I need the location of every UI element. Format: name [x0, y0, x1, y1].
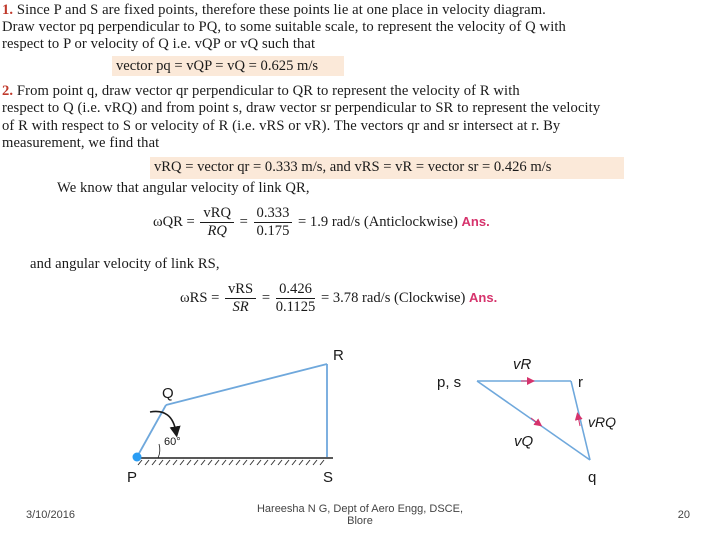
eq4-den1: SR [232, 299, 249, 315]
label-vRQ: vRQ [588, 414, 616, 430]
label-Q: Q [162, 385, 174, 402]
label-r: r [578, 374, 583, 391]
step-number-1: 1. [2, 2, 14, 18]
paragraph-3: We know that angular velocity of link QR, [57, 180, 310, 196]
eq4-ans: Ans. [469, 289, 498, 305]
eq4-num1: vRS [225, 281, 256, 299]
ground-hatching [138, 460, 324, 465]
label-vQ: vQ [514, 433, 534, 450]
link-QR [166, 364, 327, 405]
four-bar-mechanism [127, 347, 344, 486]
eq3-den1: RQ [207, 223, 227, 239]
paragraph-1-line-2: Draw vector pq perpendicular to PQ, to some suitable scale, to represent the velocity of Q with [2, 19, 566, 35]
label-R: R [333, 347, 344, 364]
step-number-2: 2. [2, 83, 14, 99]
eq3-lhs: ωQR = [153, 213, 195, 230]
eq3-result: = 1.9 rad/s (Anticlockwise) [298, 213, 458, 230]
paragraph-2-line-4: measurement, we find that [2, 135, 160, 151]
rotation-arrow [150, 411, 176, 432]
eq4-lhs: ωRS = [180, 289, 220, 306]
footer-author-line-1: Hareesha N G, Dept of Aero Engg, DSCE, [256, 503, 464, 515]
footer-author [250, 503, 470, 527]
equation-1: vector pq = vQP = vQ = 0.625 m/s [116, 58, 319, 74]
equation-4: ωRS = $\frac{\text{vRS}}{SR}$ = $\frac{0.426}{0.1125}$ = 3.78 rad/s (Clockwise) Ans. [180, 281, 498, 315]
eq4-result: = 3.78 rad/s (Clockwise) [320, 289, 466, 306]
pivot-P [133, 453, 142, 462]
eq3-den2: 0.175 [256, 223, 290, 239]
label-P: P [127, 469, 138, 486]
label-S: S [323, 469, 334, 486]
eq4-num2: 0.426 [276, 281, 316, 299]
velocity-diagram [437, 356, 616, 486]
footer-author-line-2: Blore [347, 515, 373, 527]
label-vR: vR [513, 356, 532, 373]
eq3-num2: 0.333 [254, 205, 293, 223]
p1-line1-text: Since P and S are fixed points, therefore these points lie at one place in velocity diagram. [13, 2, 546, 18]
paragraph-2-line-3: of R with respect to S or velocity of R (i.e. vRS or vR). The vectors qr and sr intersect at r. By [2, 118, 561, 134]
equation-3: ωQR = $\frac{\text{vRQ}}{RQ}$ = $\frac{0.333}{0.175}$ = 1.9 rad/s (Anticlockwise) Ans. [153, 205, 490, 239]
eq3-ans: Ans. [461, 213, 490, 229]
label-ps: p, s [437, 374, 462, 391]
eq4-den2: 0.1125 [275, 299, 316, 315]
paragraph-4: and angular velocity of link RS, [30, 256, 220, 272]
footer-date: 3/10/2016 [26, 509, 75, 521]
label-angle: 60° [164, 436, 181, 448]
paragraph-1-line-3: respect to P or velocity of Q i.e. vQP or vQ such that [2, 36, 316, 52]
footer-page-number: 20 [677, 509, 690, 521]
label-q: q [588, 469, 597, 486]
eq3-num1: vRQ [200, 205, 234, 223]
arrow-vQ [531, 418, 539, 424]
paragraph-2-line-2: respect to Q (i.e. vRQ) and from point s, draw vector sr perpendicular to SR to represent the velocity [2, 100, 601, 116]
equation-2: vRQ = vector qr = 0.333 m/s, and vRS = vR = vector sr = 0.426 m/s [154, 159, 552, 175]
p2-line1-text: From point q, draw vector qr perpendicular to QR to represent the velocity of R with [13, 83, 520, 99]
angle-arc [158, 444, 160, 458]
